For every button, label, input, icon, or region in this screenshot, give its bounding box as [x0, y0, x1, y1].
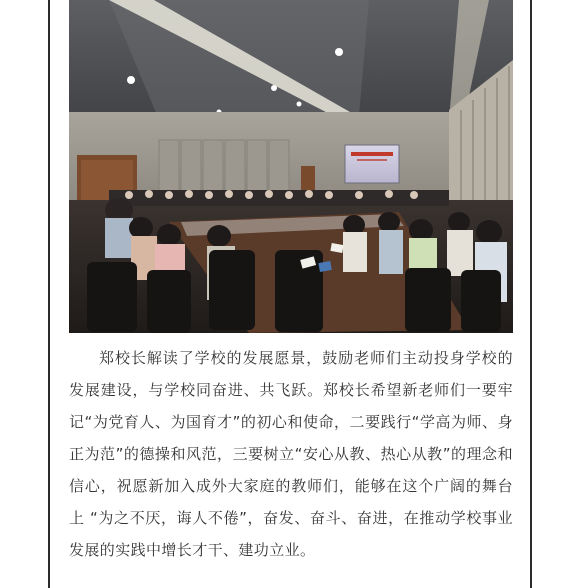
article-photo: [69, 0, 513, 333]
meeting-hall-photo: [69, 0, 513, 333]
article-paragraph: 郑校长解读了学校的发展愿景，鼓励老师们主动投身学校的发展建设，与学校同奋进、共飞跃。郑校长希望新老师们一要牢记“为党育人、为国育才”的初心和使命，二要践行“学高为师、身正为范”的德操和风范，三要树立“安心从教、热心从教”的理念和信心，祝愿新加入成外大家庭的教师们，能够在这个广阔的舞台上 “为之不厌，诲人不倦”，奋发、奋斗、奋进，在推动学校事业发展的实践中增长才干、建功立业。: [69, 349, 513, 559]
